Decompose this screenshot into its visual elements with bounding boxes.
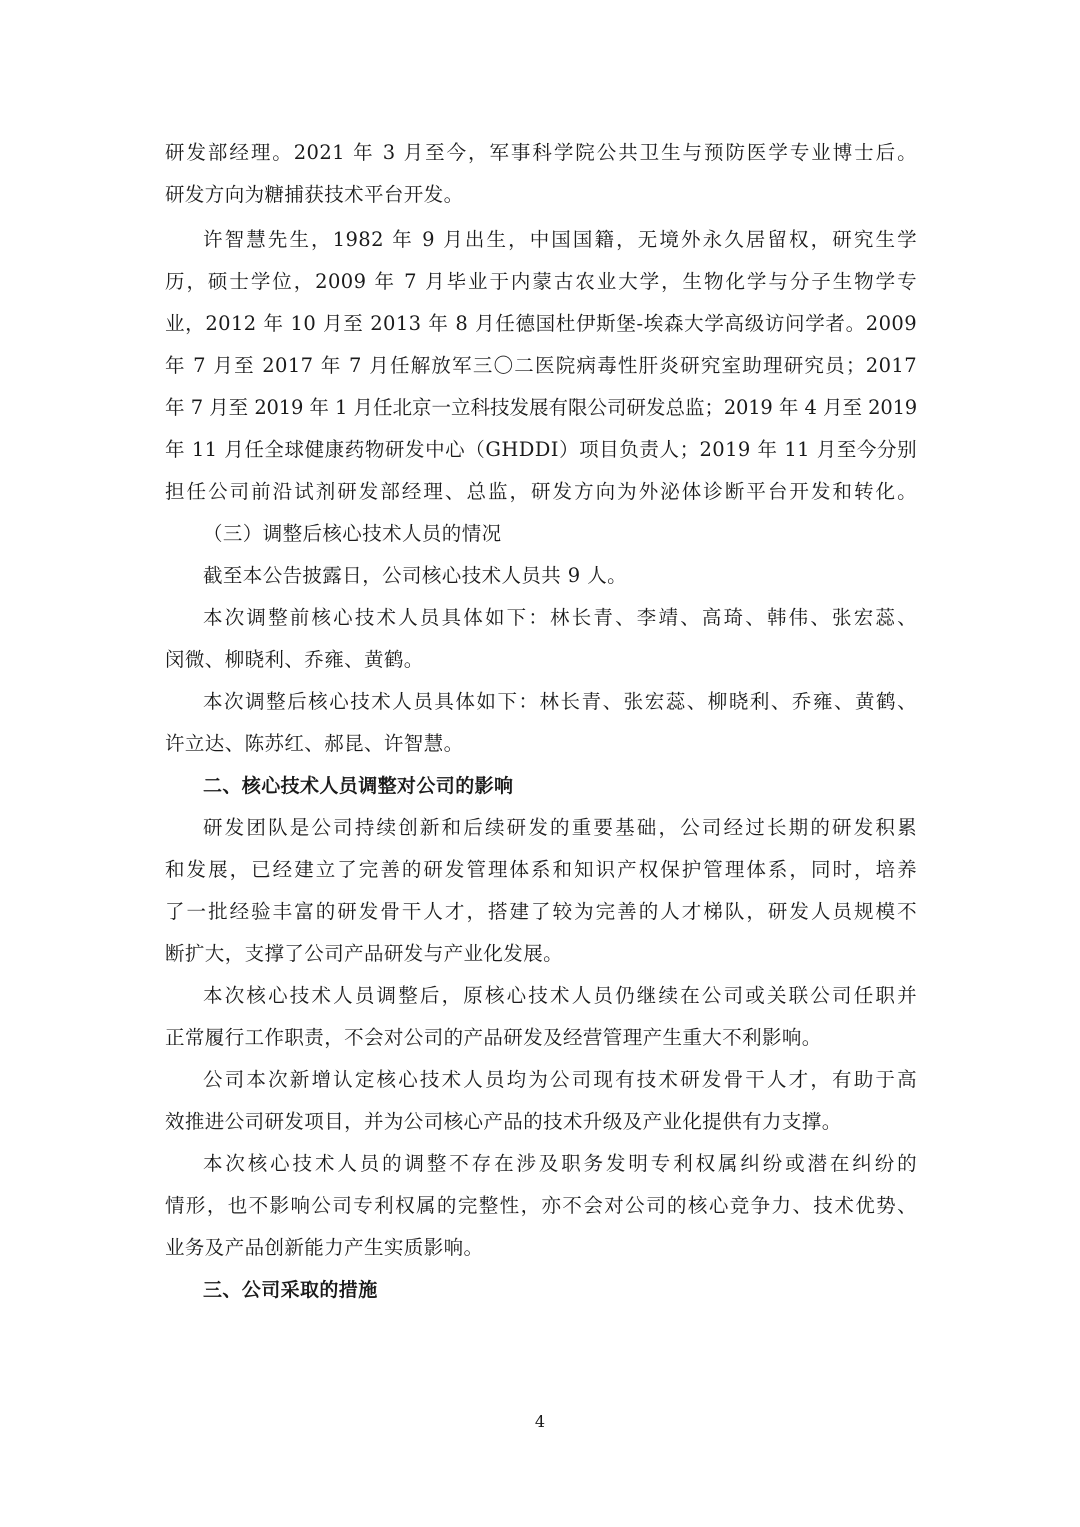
document-body <box>165 132 917 1311</box>
body-line: 年 11 月任全球健康药物研发中心（GHDDI）项目负责人；2019 年 11 月至今分别 <box>165 438 917 461</box>
body-line: 闵微、柳晓利、乔雍、黄鹤。 <box>165 648 424 671</box>
body-line: 断扩大，支撑了公司产品研发与产业化发展。 <box>165 942 564 965</box>
paragraph-first-line: 本次调整前核心技术人员具体如下：林长青、李靖、高琦、韩伟、张宏蕊、 <box>203 606 917 629</box>
body-line: 和发展，已经建立了完善的研发管理体系和知识产权保护管理体系，同时，培养 <box>165 858 917 881</box>
body-line: 情形，也不影响公司专利权属的完整性，亦不会对公司的核心竞争力、技术优势、 <box>165 1194 917 1217</box>
body-line: 年 7 月至 2019 年 1 月任北京一立科技发展有限公司研发总监；2019 年 4 月至 2019 <box>165 396 917 419</box>
body-line: 研发方向为糖捕获技术平台开发。 <box>165 183 464 206</box>
body-line: 许立达、陈苏红、郝昆、许智慧。 <box>165 732 464 755</box>
paragraph-first-line: 本次核心技术人员的调整不存在涉及职务发明专利权属纠纷或潜在纠纷的 <box>203 1152 917 1175</box>
body-line: 业务及产品创新能力产生实质影响。 <box>165 1236 484 1259</box>
body-line: 研发部经理。2021 年 3 月至今，军事科学院公共卫生与预防医学专业博士后。 <box>165 141 917 164</box>
paragraph-first-line: 公司本次新增认定核心技术人员均为公司现有技术研发骨干人才，有助于高 <box>203 1068 917 1091</box>
body-line: 担任公司前沿试剂研发部经理、总监，研发方向为外泌体诊断平台开发和转化。 <box>165 480 917 503</box>
body-line: 业，2012 年 10 月至 2013 年 8 月任德国杜伊斯堡-埃森大学高级访问学者。2009 <box>165 312 917 335</box>
paragraph-first-line: 研发团队是公司持续创新和后续研发的重要基础，公司经过长期的研发积累 <box>203 816 917 839</box>
body-line: 了一批经验丰富的研发骨干人才，搭建了较为完善的人才梯队，研发人员规模不 <box>165 900 917 923</box>
body-line: 效推进公司研发项目，并为公司核心产品的技术升级及产业化提供有力支撑。 <box>165 1110 842 1133</box>
body-line: 历，硕士学位，2009 年 7 月毕业于内蒙古农业大学，生物化学与分子生物学专 <box>165 270 917 293</box>
subsection-heading: （三）调整后核心技术人员的情况 <box>203 522 502 545</box>
paragraph-first-line: 许智慧先生，1982 年 9 月出生，中国国籍，无境外永久居留权，研究生学 <box>203 228 917 251</box>
body-line: 年 7 月至 2017 年 7 月任解放军三〇二医院病毒性肝炎研究室助理研究员；2017 <box>165 354 917 377</box>
paragraph-first-line: 截至本公告披露日，公司核心技术人员共 9 人。 <box>203 564 628 587</box>
page-number: 4 <box>534 1412 546 1431</box>
section-heading: 三、公司采取的措施 <box>203 1279 378 1301</box>
section-heading: 二、核心技术人员调整对公司的影响 <box>203 775 514 797</box>
paragraph-first-line: 本次核心技术人员调整后，原核心技术人员仍继续在公司或关联公司任职并 <box>203 984 917 1007</box>
paragraph-first-line: 本次调整后核心技术人员具体如下：林长青、张宏蕊、柳晓利、乔雍、黄鹤、 <box>203 690 917 713</box>
body-line: 正常履行工作职责，不会对公司的产品研发及经营管理产生重大不利影响。 <box>165 1026 822 1049</box>
